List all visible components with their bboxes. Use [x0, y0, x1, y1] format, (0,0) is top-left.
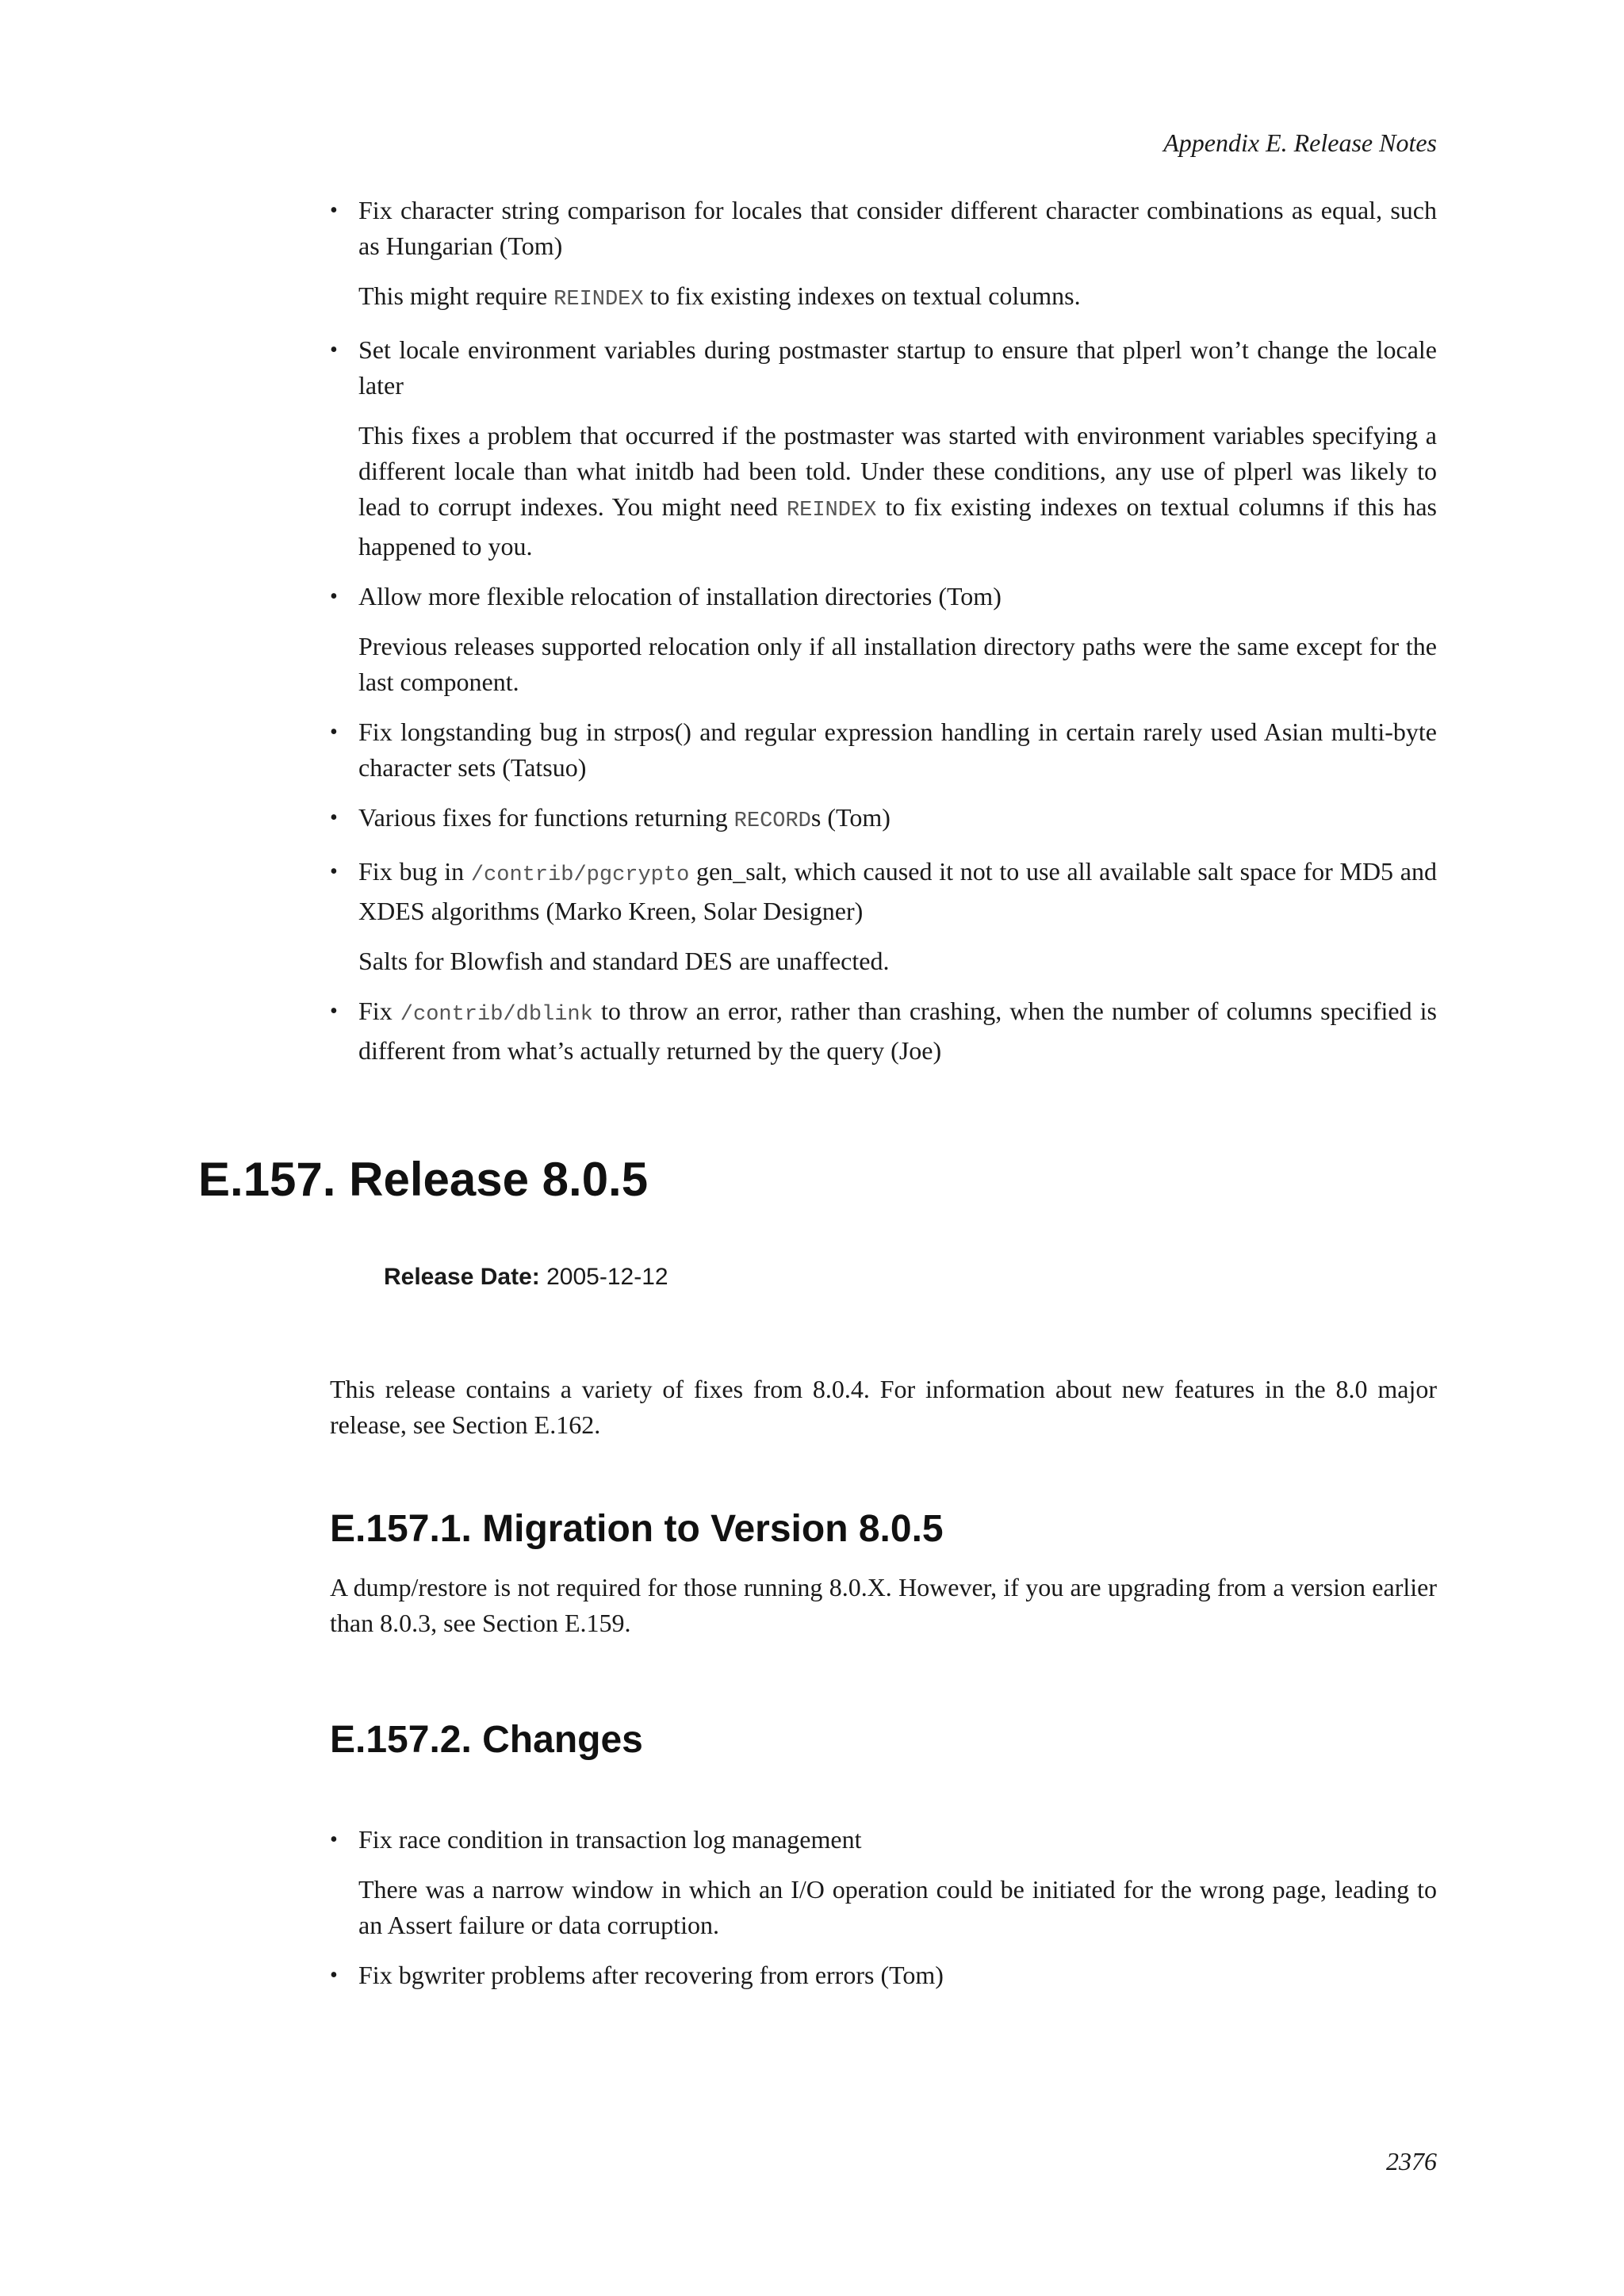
- code-dblink-path: /contrib/dblink: [400, 1003, 593, 1027]
- item-note: This might require REINDEX to fix existing indexes on textual columns.: [358, 281, 1081, 312]
- list-item: [330, 993, 1437, 1069]
- list-item: [330, 1822, 1437, 1943]
- item-title: • Fix longstanding bug in strpos() and regular expression handling in certain rarely used Asian multi-byte character sets (Tatsuo): [358, 718, 1437, 782]
- list-item: [330, 579, 1437, 700]
- list-item: [330, 854, 1437, 979]
- item-title: • Fix bgwriter problems after recovering from errors (Tom): [358, 1961, 944, 1989]
- bullet-list: [330, 193, 1437, 1069]
- item-title: • Set locale environment variables during postmaster startup to ensure that plperl won’t change the locale later: [358, 335, 1437, 400]
- item-title: • Various fixes for functions returning RECORDs (Tom): [358, 803, 891, 833]
- changes-list: [330, 1822, 1437, 2007]
- item-title: • Fix race condition in transaction log management: [358, 1825, 862, 1854]
- item-title: • Allow more flexible relocation of installation directories (Tom): [358, 582, 1002, 610]
- item-title: • Fix bug in /contrib/pgcrypto gen_salt, which caused it not to use all available salt space for MD5 and XDES algorithms (Marko Kreen, Solar Designer): [358, 857, 1438, 925]
- intro-paragraph: This release contains a variety of fixes from 8.0.4. For information about new features in the 8.0 major release, see Section E.162.: [330, 1375, 1437, 1439]
- release-date: [384, 1262, 668, 1292]
- item-note: Previous releases supported relocation only if all installation directory paths were the same except for the last component.: [358, 632, 1437, 696]
- release-date-value: 2005-12-12: [546, 1264, 668, 1290]
- release-date-label: Release Date:: [384, 1264, 540, 1290]
- list-item: [330, 193, 1437, 318]
- code-reindex: REINDEX: [553, 288, 644, 312]
- item-note: Salts for Blowfish and standard DES are unaffected.: [358, 947, 890, 975]
- page-number: 2376: [1386, 2147, 1437, 2175]
- code-reindex: REINDEX: [786, 499, 877, 522]
- list-item: [330, 1957, 1437, 1993]
- item-title: • Fix /contrib/dblink to throw an error, rather than crashing, when the number of columns specified is different from what’s actually returned by the query (Joe): [358, 997, 1438, 1065]
- running-header: Appendix E. Release Notes: [1163, 128, 1437, 157]
- item-note: There was a narrow window in which an I/O operation could be initiated for the wrong page, leading to an Assert failure or data corruption.: [358, 1875, 1437, 1939]
- release-notes-continued: [330, 193, 1437, 1083]
- item-note: This fixes a problem that occurred if the postmaster was started with environment variables specifying a different locale than what initdb had been told. Under these conditions, any use of plperl was likely to lead to corrupt indexes. You might need REINDEX to fix existing indexes on textual columns if this has happened to you.: [358, 421, 1438, 561]
- section-title: E.157. Release 8.0.5: [198, 1153, 649, 1206]
- list-item: [330, 332, 1437, 564]
- list-item: [330, 800, 1437, 840]
- migration-paragraph: A dump/restore is not required for those running 8.0.X. However, if you are upgrading from a version earlier than 8.0.3, see Section E.159.: [330, 1573, 1437, 1637]
- bullet-list: [330, 1822, 1437, 1993]
- migration-heading: E.157.1. Migration to Version 8.0.5: [330, 1508, 944, 1550]
- code-pgcrypto-path: /contrib/pgcrypto: [470, 863, 690, 887]
- item-title: • Fix character string comparison for locales that consider different character combinations as equal, such as Hungarian (Tom): [358, 196, 1437, 260]
- list-item: [330, 714, 1437, 786]
- changes-heading: E.157.2. Changes: [330, 1719, 643, 1761]
- code-record: RECORD: [733, 809, 811, 833]
